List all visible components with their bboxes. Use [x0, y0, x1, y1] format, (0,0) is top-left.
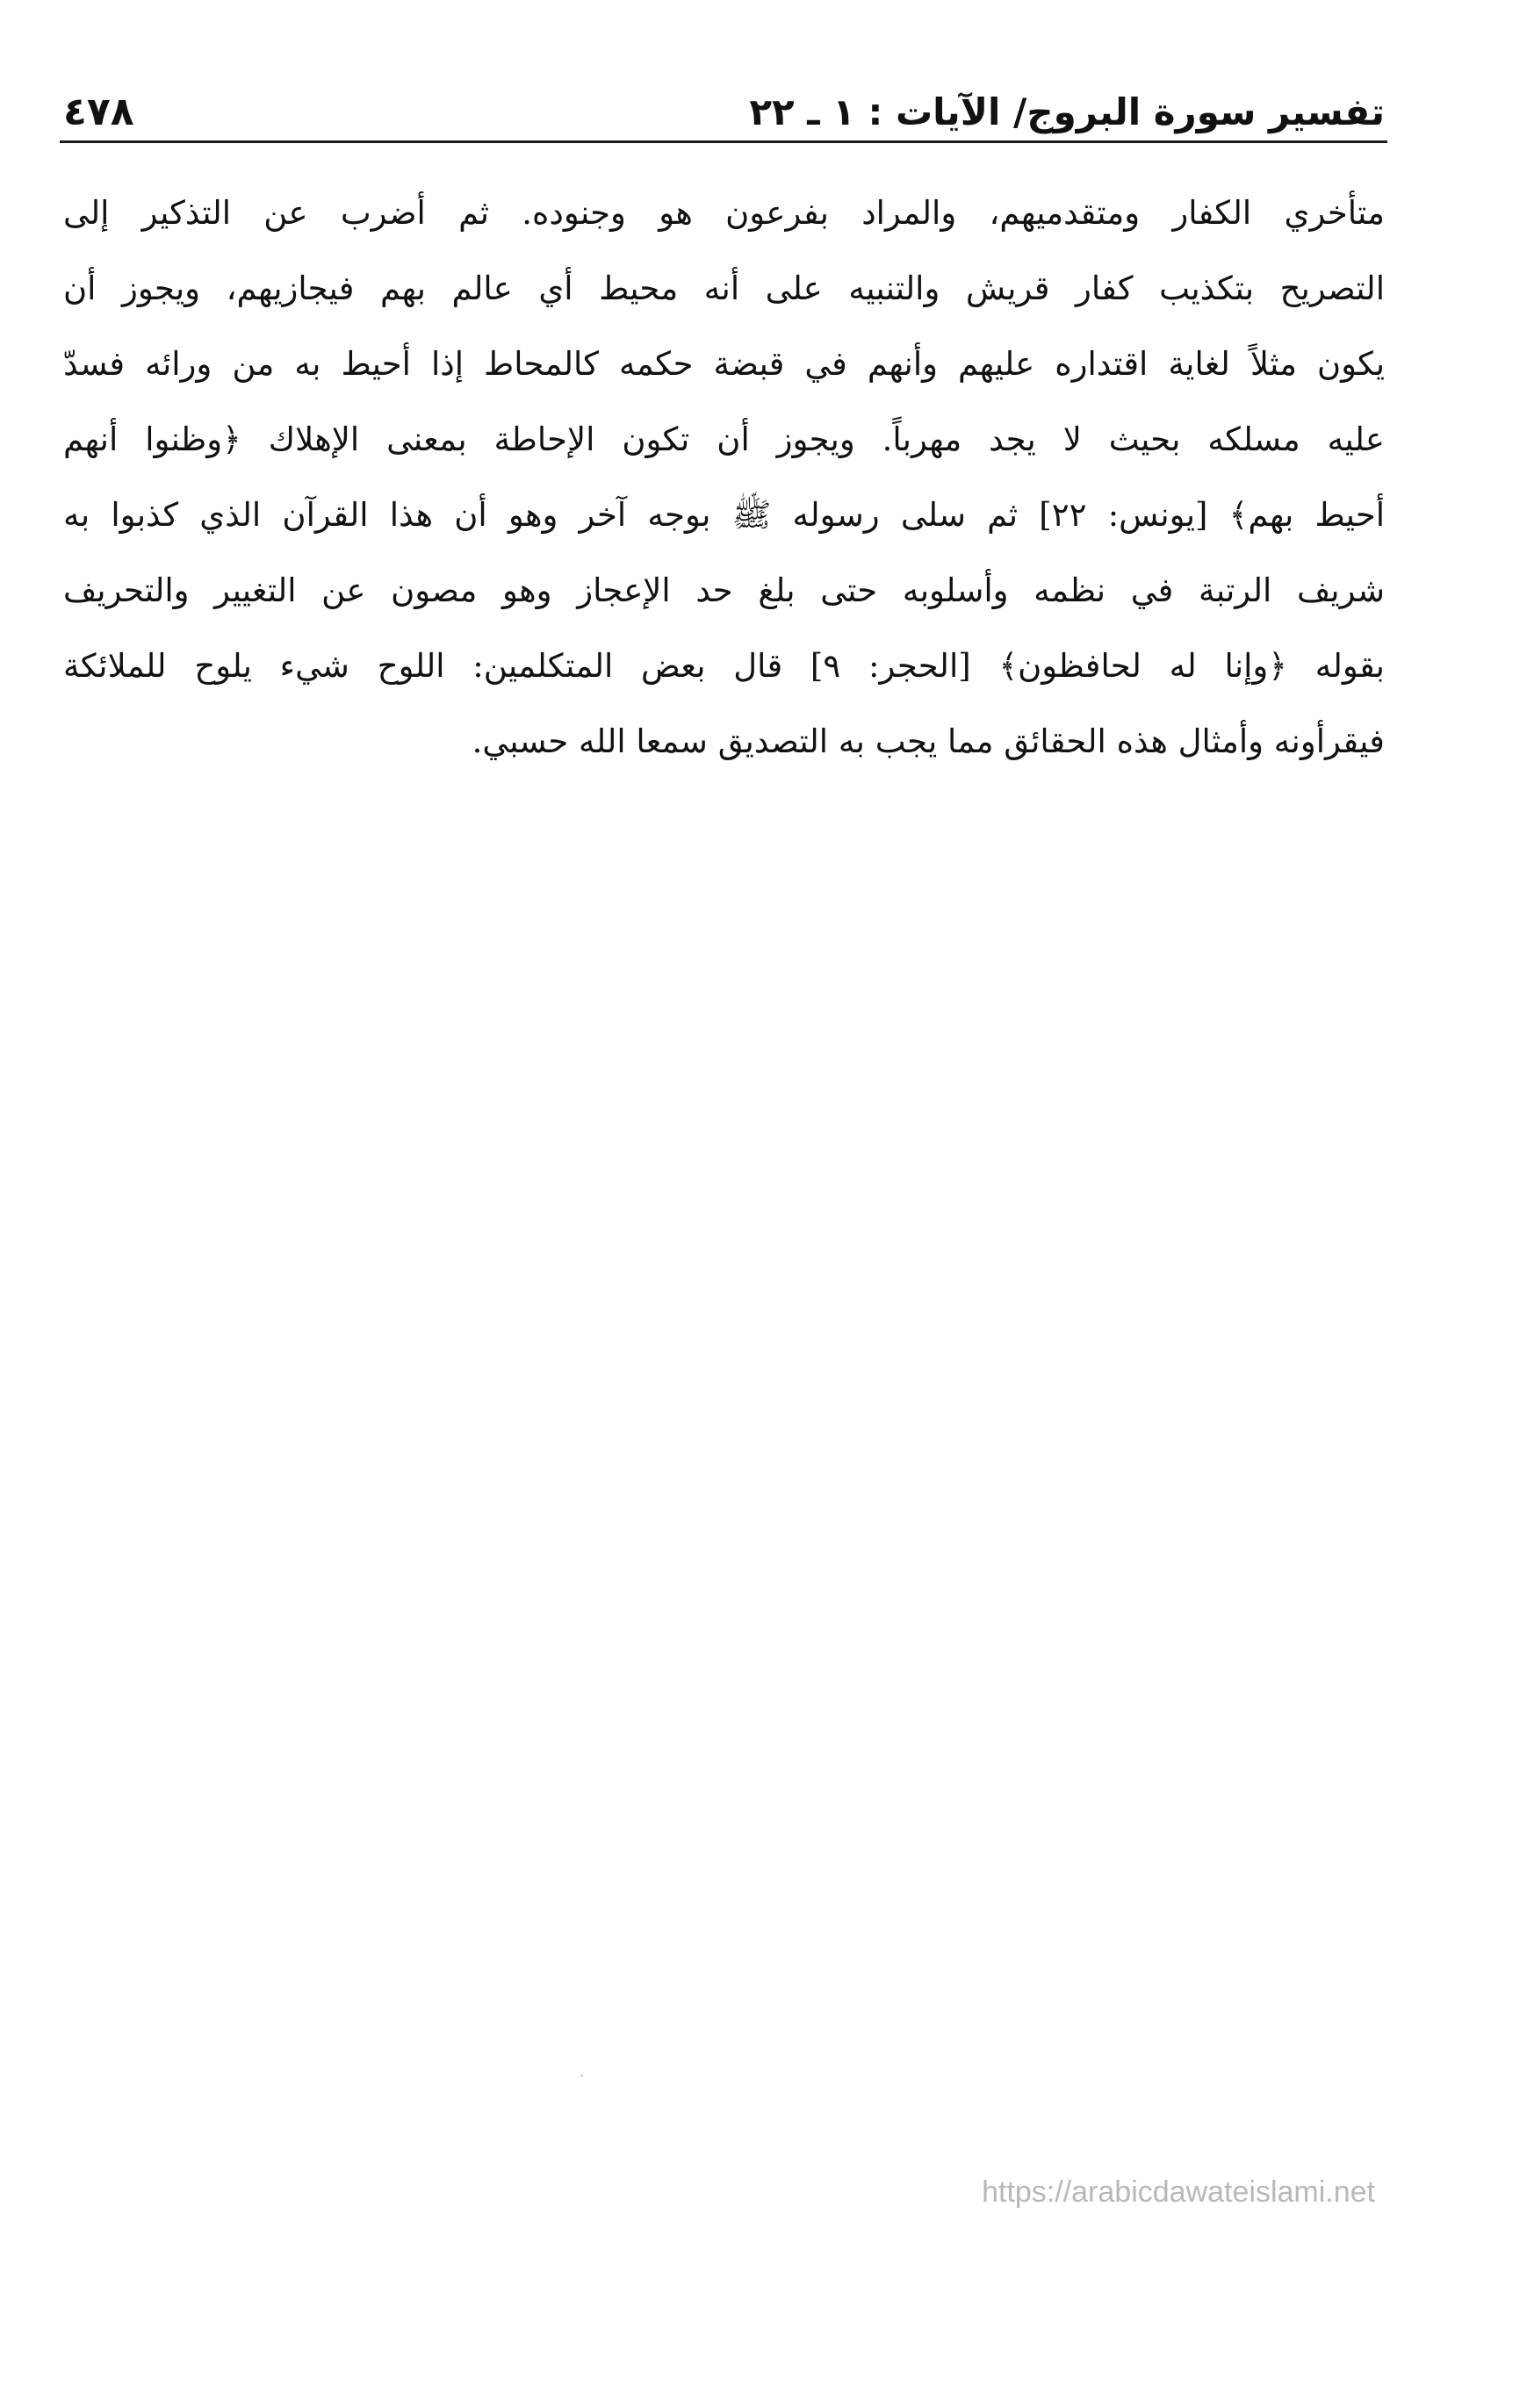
scan-speck — [580, 2074, 583, 2077]
body-text — [63, 176, 1385, 780]
text-line: فيقرأونه وأمثال هذه الحقائق مما يجب به التصديق سمعا الله حسبي. — [472, 722, 1385, 760]
text-line: بقوله ﴿وإنا له لحافظون﴾ [الحجر: ٩] قال بعض المتكلمين: اللوح شيء يلوح للملائكة — [63, 647, 1385, 685]
text-line: يكون مثلاً لغاية اقتداره عليهم وأنهم في قبضة حكمه كالمحاط إذا أحيط به من ورائه فسدّ — [63, 345, 1385, 383]
text-line: شريف الرتبة في نظمه وأسلوبه حتى بلغ حد الإعجاز وهو مصون عن التغيير والتحريف — [63, 571, 1385, 609]
header-rule — [60, 140, 1387, 143]
text-line: متأخري الكفار ومتقدميهم، والمراد بفرعون هو وجنوده. ثم أضرب عن التذكير إلى — [63, 194, 1385, 232]
running-title: تفسير سورة البروج/ الآيات : ١ ـ ٢٢ — [749, 90, 1385, 133]
text-line: عليه مسلكه بحيث لا يجد مهرباً. ويجوز أن تكون الإحاطة بمعنى الإهلاك ﴿وظنوا أنهم — [63, 421, 1385, 458]
text-line: أحيط بهم﴾ [يونس: ٢٢] ثم سلى رسوله ﷺ بوجه آخر وهو أن هذا القرآن الذي كذبوا به — [63, 496, 1385, 534]
page-header — [63, 77, 1385, 139]
text-line: التصريح بتكذيب كفار قريش والتنبيه على أنه محيط أي عالم بهم فيجازيهم، ويجوز أن — [63, 270, 1385, 307]
watermark-url: https://arabicdawateislami.net — [982, 2175, 1375, 2209]
page-number: ٤٧٨ — [63, 90, 134, 134]
